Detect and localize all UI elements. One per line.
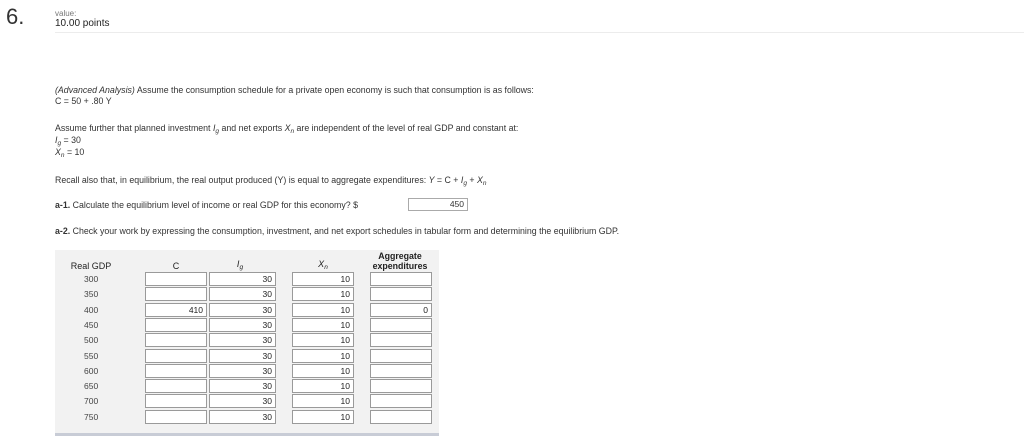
real-gdp-cell: 300 bbox=[84, 274, 99, 284]
investment-cell: 30 bbox=[209, 272, 276, 286]
investment-cell: 30 bbox=[209, 379, 276, 393]
consumption-input[interactable] bbox=[145, 394, 207, 408]
table-bottom-border bbox=[55, 433, 439, 436]
real-gdp-cell: 500 bbox=[84, 335, 99, 346]
net-exports-cell: 10 bbox=[292, 303, 354, 317]
net-exports-value: $X_n = 10$ bbox=[55, 147, 85, 159]
real-gdp-cell: 750 bbox=[84, 411, 99, 422]
header-real-gdp: Real GDP bbox=[70, 261, 112, 271]
investment-cell: 30 bbox=[209, 364, 276, 378]
aggregate-input[interactable] bbox=[370, 379, 432, 393]
intro-paragraph: (Advanced Analysis) Assume the consumption schedule for a private open economy is such that consumption is as follows: bbox=[55, 85, 534, 95]
value-label: value: bbox=[55, 9, 77, 18]
investment-cell: 30 bbox=[209, 333, 276, 347]
aggregate-input[interactable] bbox=[370, 287, 432, 301]
header-aggregate-expenditures: Aggregate expenditures bbox=[372, 251, 428, 271]
aggregate-input[interactable]: 0 bbox=[370, 303, 432, 317]
net-exports-cell: 10 bbox=[292, 364, 354, 378]
net-exports-cell: 10 bbox=[292, 349, 354, 363]
investment-cell: 30 bbox=[209, 287, 276, 301]
header-consumption: C bbox=[172, 261, 180, 271]
net-exports-cell: 10 bbox=[292, 272, 354, 286]
header-investment: $I_g$ bbox=[236, 259, 244, 271]
consumption-equation: C = 50 + .80 Y bbox=[55, 96, 112, 106]
a1-answer-input[interactable]: 450 bbox=[408, 198, 468, 211]
aggregate-input[interactable] bbox=[370, 349, 432, 363]
aggregate-input[interactable] bbox=[370, 318, 432, 332]
investment-cell: 30 bbox=[209, 410, 276, 424]
aggregate-input[interactable] bbox=[370, 410, 432, 424]
investment-cell: 30 bbox=[209, 349, 276, 363]
consumption-input[interactable] bbox=[145, 333, 207, 347]
real-gdp-cell: 650 bbox=[84, 381, 99, 392]
consumption-input[interactable] bbox=[145, 364, 207, 378]
consumption-input[interactable] bbox=[145, 318, 207, 332]
investment-cell: 30 bbox=[209, 318, 276, 332]
consumption-input[interactable] bbox=[145, 272, 207, 286]
question-a2: a-2. Check your work by expressing the consumption, investment, and net export schedules in tabular form and determining the equilibrium GDP. bbox=[55, 226, 620, 236]
aggregate-input[interactable] bbox=[370, 333, 432, 347]
header-net-exports: $X_n$ bbox=[318, 259, 328, 271]
consumption-input[interactable] bbox=[145, 379, 207, 393]
question-a1: a-1. Calculate the equilibrium level of income or real GDP for this economy? $ bbox=[55, 200, 358, 210]
header-divider bbox=[55, 32, 1024, 33]
consumption-input[interactable] bbox=[145, 410, 207, 424]
question-number: 6. bbox=[6, 4, 25, 29]
consumption-input[interactable]: 410 bbox=[145, 303, 207, 317]
real-gdp-cell: 400 bbox=[84, 304, 99, 315]
investment-value: $I_g = 30$ bbox=[55, 135, 81, 147]
consumption-input[interactable] bbox=[145, 287, 207, 301]
investment-cell: 30 bbox=[209, 394, 276, 408]
net-exports-cell: 10 bbox=[292, 394, 354, 408]
aggregate-input[interactable] bbox=[370, 272, 432, 286]
real-gdp-cell: 350 bbox=[84, 289, 99, 300]
net-exports-cell: 10 bbox=[292, 318, 354, 332]
assume-paragraph: Assume further that planned investment $I_g$ and net exports $X_n$ are independent of the level of real GDP and constant at: bbox=[55, 123, 519, 135]
real-gdp-cell: 600 bbox=[84, 365, 99, 376]
investment-cell: 30 bbox=[209, 303, 276, 317]
real-gdp-cell: 550 bbox=[84, 350, 99, 361]
aggregate-input[interactable] bbox=[370, 394, 432, 408]
net-exports-cell: 10 bbox=[292, 410, 354, 424]
net-exports-cell: 10 bbox=[292, 333, 354, 347]
recall-paragraph: Recall also that, in equilibrium, the real output produced (Y) is equal to aggregate expenditures: $Y = C + I_g + X_n$ bbox=[55, 175, 487, 187]
real-gdp-cell: 700 bbox=[84, 396, 99, 407]
points-value: 10.00 points bbox=[55, 18, 110, 29]
net-exports-cell: 10 bbox=[292, 379, 354, 393]
consumption-input[interactable] bbox=[145, 349, 207, 363]
net-exports-cell: 10 bbox=[292, 287, 354, 301]
real-gdp-cell: 450 bbox=[84, 319, 99, 330]
aggregate-input[interactable] bbox=[370, 364, 432, 378]
